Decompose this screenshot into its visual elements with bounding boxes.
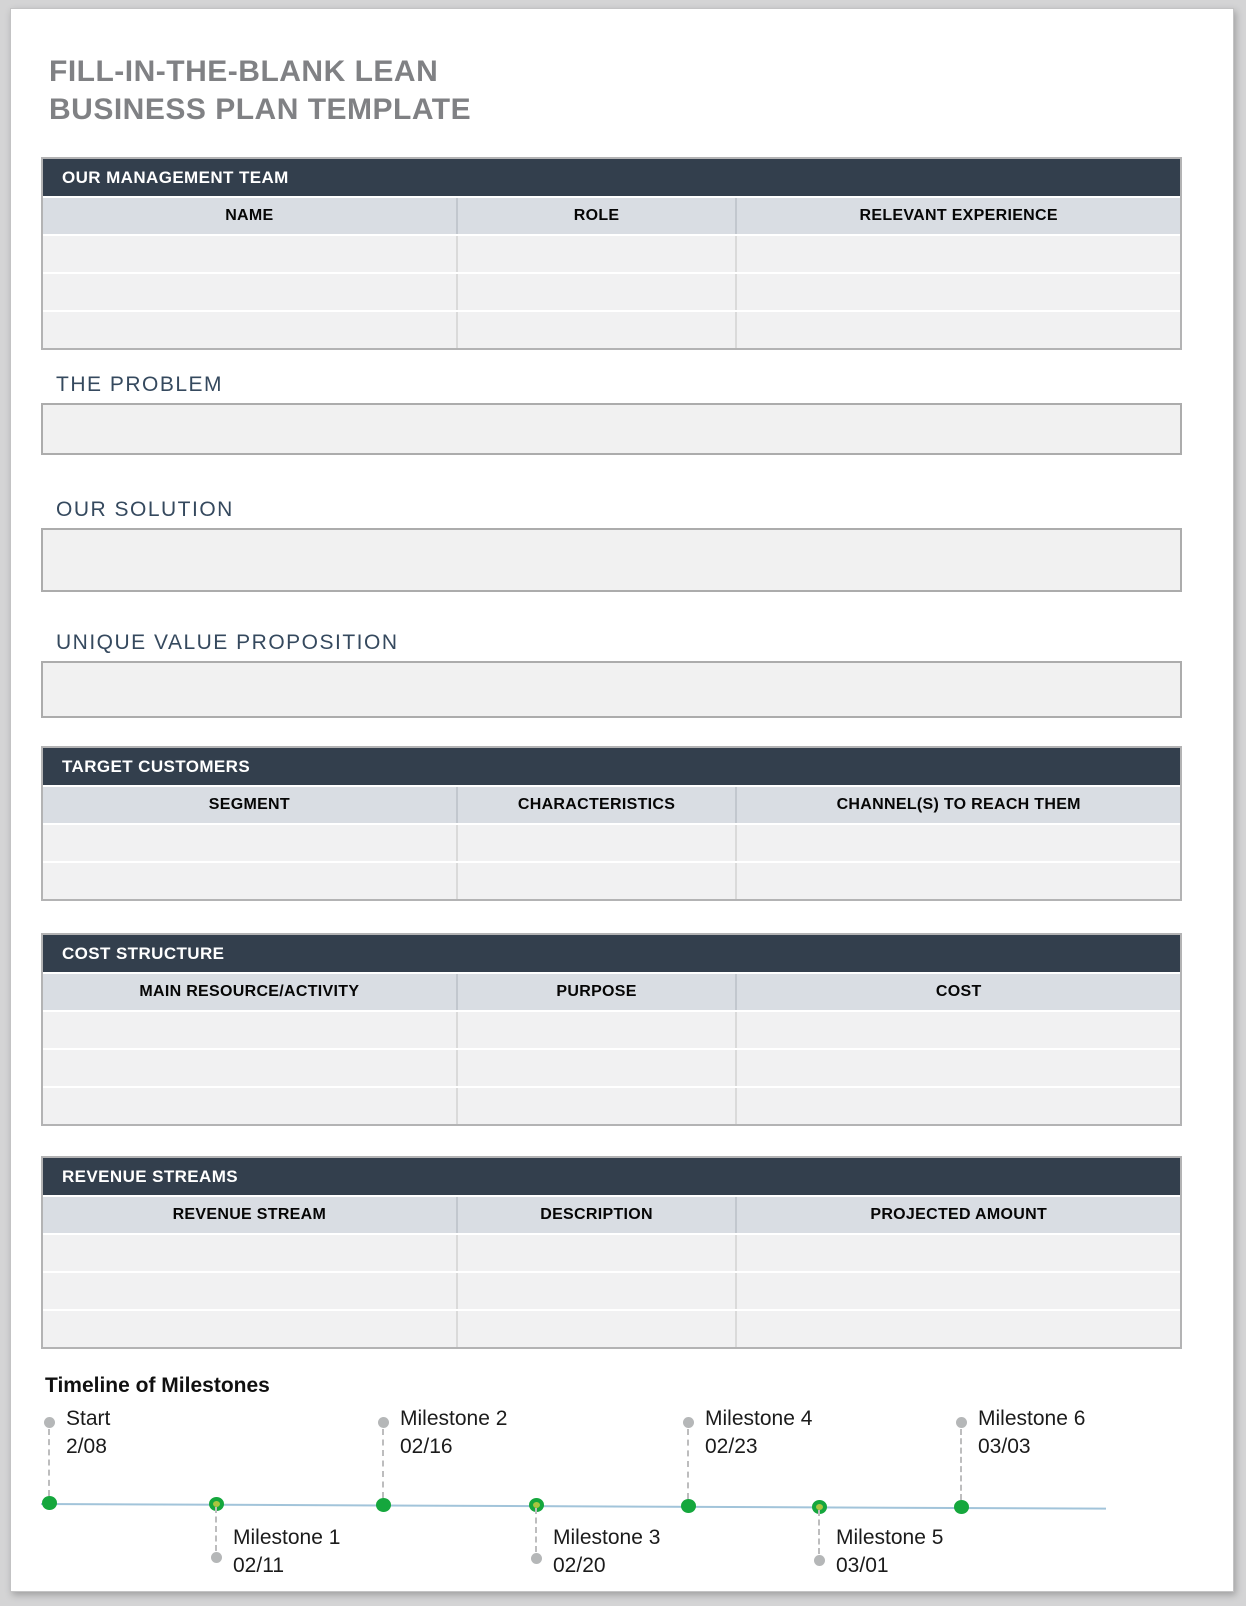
revenue-streams-table (41, 1156, 1182, 1349)
empty-cell[interactable] (456, 1050, 736, 1086)
empty-cell[interactable] (456, 825, 736, 861)
management-team-table (41, 157, 1182, 350)
milestone-date: 2/08 (66, 1435, 107, 1458)
milestone-name: Milestone 5 (836, 1526, 944, 1549)
empty-cell[interactable] (735, 1235, 1180, 1271)
table-title-bar: REVENUE STREAMS (43, 1158, 1180, 1195)
milestone-date: 03/01 (836, 1554, 889, 1577)
milestone-name: Milestone 1 (233, 1526, 341, 1549)
the-problem-heading: THE PROBLEM (56, 373, 224, 396)
table-column-header-row (43, 1197, 1180, 1233)
milestone-endpoint-dot (44, 1417, 55, 1428)
empty-cell[interactable] (43, 1311, 456, 1347)
empty-cell[interactable] (735, 1012, 1180, 1048)
milestone-name: Milestone 2 (400, 1407, 508, 1430)
milestone-endpoint-dot (814, 1555, 825, 1566)
column-header: CHARACTERISTICS (456, 787, 736, 823)
empty-cell[interactable] (735, 1050, 1180, 1086)
empty-cell[interactable] (735, 1088, 1180, 1124)
empty-cell[interactable] (456, 863, 736, 899)
milestone-connector (960, 1429, 962, 1500)
milestone-label (705, 1405, 812, 1461)
empty-cell[interactable] (735, 1273, 1180, 1309)
empty-cell[interactable] (456, 236, 736, 272)
table-row (43, 1273, 1180, 1309)
table-column-header-row (43, 198, 1180, 234)
page-title-line1: FILL-IN-THE-BLANK LEAN (49, 55, 439, 88)
document-page (10, 8, 1234, 1592)
milestone-label (836, 1524, 943, 1580)
table-row (43, 863, 1180, 899)
milestone-marker-dot (376, 1498, 391, 1512)
milestone-date: 03/03 (978, 1435, 1031, 1458)
empty-cell[interactable] (735, 274, 1180, 310)
milestone-date: 02/16 (400, 1435, 453, 1458)
column-header: ROLE (456, 198, 736, 234)
empty-cell[interactable] (456, 1311, 736, 1347)
table-title-bar: COST STRUCTURE (43, 935, 1180, 972)
milestone-label (978, 1405, 1085, 1461)
milestone-label (233, 1524, 340, 1580)
column-header: SEGMENT (43, 787, 456, 823)
unique-value-proposition-input-box[interactable] (41, 661, 1182, 718)
timeline-heading: Timeline of Milestones (45, 1374, 270, 1397)
milestone-connector (48, 1429, 50, 1496)
empty-cell[interactable] (456, 1273, 736, 1309)
table-row (43, 274, 1180, 310)
milestone-marker-dot (954, 1500, 969, 1514)
empty-cell[interactable] (735, 312, 1180, 348)
empty-cell[interactable] (43, 1012, 456, 1048)
column-header: CHANNEL(S) TO REACH THEM (735, 787, 1180, 823)
unique-value-proposition-heading: UNIQUE VALUE PROPOSITION (56, 631, 399, 654)
column-header: REVENUE STREAM (43, 1197, 456, 1233)
empty-cell[interactable] (456, 1088, 736, 1124)
milestone-date: 02/11 (233, 1554, 284, 1577)
table-row (43, 1088, 1180, 1124)
column-header: PURPOSE (456, 974, 736, 1010)
section-the-problem (41, 372, 1182, 455)
column-header: COST (735, 974, 1180, 1010)
table-column-header-row (43, 787, 1180, 823)
empty-cell[interactable] (456, 1235, 736, 1271)
section-unique-value-proposition (41, 630, 1182, 718)
column-header: PROJECTED AMOUNT (735, 1197, 1180, 1233)
milestone-endpoint-dot (531, 1553, 542, 1564)
milestone-name: Milestone 6 (978, 1407, 1086, 1430)
target-customers-table (41, 746, 1182, 901)
table-row (43, 1311, 1180, 1347)
column-header: DESCRIPTION (456, 1197, 736, 1233)
milestone-name: Milestone 4 (705, 1407, 813, 1430)
empty-cell[interactable] (735, 863, 1180, 899)
milestone-connector (382, 1429, 384, 1498)
empty-cell[interactable] (456, 312, 736, 348)
milestone-marker-dot (681, 1499, 696, 1513)
empty-cell[interactable] (43, 274, 456, 310)
cost-structure-table (41, 933, 1182, 1126)
milestone-marker-dot (42, 1496, 57, 1510)
milestone-connector (818, 1510, 820, 1554)
milestone-timeline (41, 1405, 1182, 1592)
milestone-endpoint-dot (211, 1552, 222, 1563)
empty-cell[interactable] (456, 1012, 736, 1048)
milestone-label (66, 1405, 110, 1461)
empty-cell[interactable] (43, 825, 456, 861)
table-row (43, 1012, 1180, 1048)
milestone-endpoint-dot (956, 1417, 967, 1428)
page-title-line2: BUSINESS PLAN TEMPLATE (49, 93, 472, 126)
column-header: NAME (43, 198, 456, 234)
milestone-label (400, 1405, 507, 1461)
column-header: MAIN RESOURCE/ACTIVITY (43, 974, 456, 1010)
empty-cell[interactable] (43, 863, 456, 899)
empty-cell[interactable] (43, 1050, 456, 1086)
empty-cell[interactable] (43, 236, 456, 272)
our-solution-input-box[interactable] (41, 528, 1182, 592)
empty-cell[interactable] (456, 274, 736, 310)
timeline-axis-line (41, 1503, 1106, 1510)
table-column-header-row (43, 974, 1180, 1010)
empty-cell[interactable] (735, 236, 1180, 272)
the-problem-input-box[interactable] (41, 403, 1182, 455)
empty-cell[interactable] (43, 1088, 456, 1124)
column-header: RELEVANT EXPERIENCE (735, 198, 1180, 234)
milestone-name: Milestone 3 (553, 1526, 661, 1549)
milestone-date: 02/20 (553, 1554, 606, 1577)
page-title (49, 53, 1182, 129)
table-row (43, 1235, 1180, 1271)
milestone-connector (215, 1507, 217, 1551)
milestone-name: Start (66, 1407, 111, 1430)
empty-cell[interactable] (735, 1311, 1180, 1347)
milestone-connector (535, 1508, 537, 1552)
milestone-connector (687, 1429, 689, 1499)
empty-cell[interactable] (43, 312, 456, 348)
milestone-date: 02/23 (705, 1435, 758, 1458)
empty-cell[interactable] (43, 1235, 456, 1271)
table-title-bar: OUR MANAGEMENT TEAM (43, 159, 1180, 196)
table-row (43, 825, 1180, 861)
our-solution-heading: OUR SOLUTION (56, 498, 234, 521)
milestone-endpoint-dot (378, 1417, 389, 1428)
section-our-solution (41, 497, 1182, 592)
table-row (43, 236, 1180, 272)
milestone-endpoint-dot (683, 1417, 694, 1428)
table-title-bar: TARGET CUSTOMERS (43, 748, 1180, 785)
milestone-label (553, 1524, 660, 1580)
empty-cell[interactable] (735, 825, 1180, 861)
table-row (43, 312, 1180, 348)
empty-cell[interactable] (43, 1273, 456, 1309)
table-row (43, 1050, 1180, 1086)
